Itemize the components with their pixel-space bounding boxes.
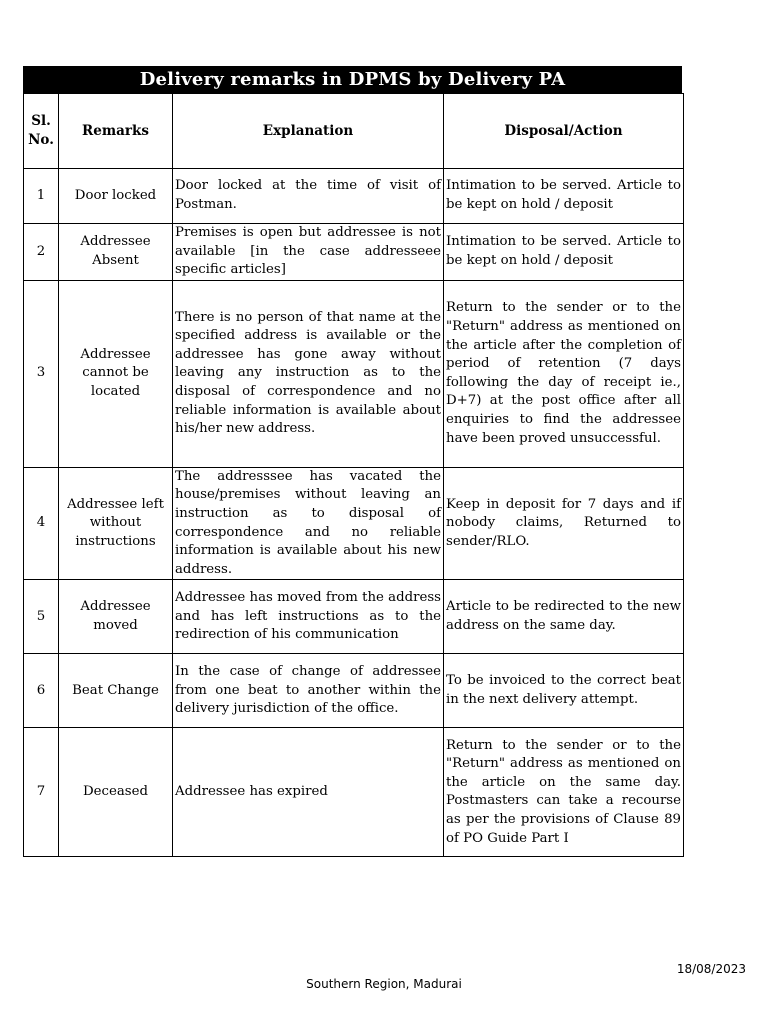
row-sl-no: 2 bbox=[24, 224, 59, 281]
row-explanation: There is no person of that name at the specified address is available or the addressee has gone away without leaving any instruction as to the disposal of correspondence and no reliable information is available about his/her new address. bbox=[173, 280, 444, 467]
header-remarks: Remarks bbox=[59, 94, 173, 169]
row-disposal-action: Intimation to be served. Article to be kept on hold / deposit bbox=[444, 224, 684, 281]
row-sl-no: 3 bbox=[24, 280, 59, 467]
row-remark: Door locked bbox=[59, 169, 173, 224]
footer-date: 18/08/2023 bbox=[676, 962, 746, 976]
table-row bbox=[24, 280, 684, 467]
table-row bbox=[24, 467, 684, 580]
row-remark: Addressee left without instructions bbox=[59, 467, 173, 580]
table-row bbox=[24, 654, 684, 728]
table-row bbox=[24, 580, 684, 654]
row-disposal-action: Intimation to be served. Article to be kept on hold / deposit bbox=[444, 169, 684, 224]
row-explanation: Premises is open but addressee is not available [in the case addresseee specific articles] bbox=[173, 224, 444, 281]
row-sl-no: 1 bbox=[24, 169, 59, 224]
row-explanation: Addressee has expired bbox=[173, 728, 444, 857]
footer-region: Southern Region, Madurai bbox=[306, 977, 462, 991]
row-remark: Deceased bbox=[59, 728, 173, 857]
table-row bbox=[24, 169, 684, 224]
table-row bbox=[24, 224, 684, 281]
row-sl-no: 4 bbox=[24, 467, 59, 580]
row-disposal-action: Keep in deposit for 7 days and if nobody claims, Returned to sender/RLO. bbox=[444, 467, 684, 580]
table-row bbox=[24, 728, 684, 857]
row-disposal-action: Article to be redirected to the new address on the same day. bbox=[444, 580, 684, 654]
header-disposal-action: Disposal/Action bbox=[444, 94, 684, 169]
row-remark: Addressee Absent bbox=[59, 224, 173, 281]
row-remark: Addressee cannot be located bbox=[59, 280, 173, 467]
row-disposal-action: To be invoiced to the correct beat in the next delivery attempt. bbox=[444, 654, 684, 728]
page-title: Delivery remarks in DPMS by Delivery PA bbox=[23, 66, 682, 93]
table-header-row bbox=[24, 94, 684, 169]
row-explanation: The addresssee has vacated the house/premises without leaving an instruction as to disposal of correspondence and no reliable information is available about his new address. bbox=[173, 467, 444, 580]
row-disposal-action: Return to the sender or to the "Return" address as mentioned on the article on the same day. Postmasters can take a recourse as per the provisions of Clause 89 of PO Guide Part I bbox=[444, 728, 684, 857]
header-explanation: Explanation bbox=[173, 94, 444, 169]
header-sl-no: Sl. No. bbox=[24, 94, 59, 169]
row-sl-no: 6 bbox=[24, 654, 59, 728]
row-explanation: Door locked at the time of visit of Postman. bbox=[173, 169, 444, 224]
row-explanation: In the case of change of addressee from one beat to another within the delivery jurisdiction of the office. bbox=[173, 654, 444, 728]
row-remark: Beat Change bbox=[59, 654, 173, 728]
row-sl-no: 5 bbox=[24, 580, 59, 654]
row-remark: Addressee moved bbox=[59, 580, 173, 654]
delivery-remarks-table bbox=[23, 93, 684, 857]
row-disposal-action: Return to the sender or to the "Return" address as mentioned on the article after the completion of period of retention (7 days following the day of receipt ie., D+7) at the post office after all enquiries to find the addressee have been proved unsuccessful. bbox=[444, 280, 684, 467]
row-sl-no: 7 bbox=[24, 728, 59, 857]
row-explanation: Addressee has moved from the address and has left instructions as to the redirection of his communication bbox=[173, 580, 444, 654]
